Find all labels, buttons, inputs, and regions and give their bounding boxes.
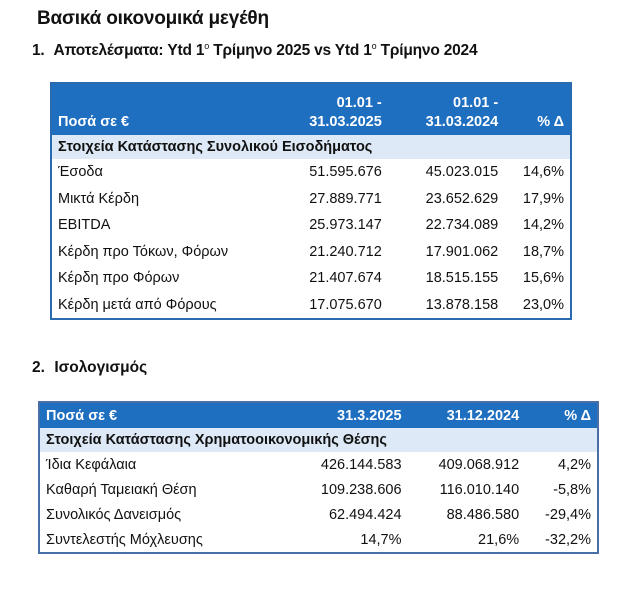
row-value-prior: 13.878.158 — [425, 296, 499, 313]
row-value-prior: 409.068.912 — [438, 456, 520, 473]
row-label: Κέρδη προ Φόρων — [58, 270, 180, 287]
page-title: Βασικά οικονομικά μεγέθη — [37, 8, 269, 29]
table-row — [51, 239, 571, 266]
ordinal-superscript: ο — [371, 41, 377, 51]
table-row — [51, 212, 571, 239]
row-value-current: 27.889.771 — [309, 190, 382, 207]
row-label: Συνολικός Δανεισμός — [46, 506, 182, 523]
heading-part: Αποτελέσματα: Ytd 1 — [53, 42, 205, 59]
row-label: Κέρδη προ Τόκων, Φόρων — [58, 243, 229, 260]
row-pct-change: 23,0% — [522, 296, 564, 313]
section-label: Στοιχεία Κατάστασης Συνολικού Εισοδήματος — [51, 135, 571, 159]
income-statement-table — [50, 82, 572, 320]
header-amounts-label: Ποσά σε € — [39, 402, 283, 428]
row-pct-change: -32,2% — [545, 531, 591, 548]
section-row — [51, 135, 571, 159]
row-value-current: 62.494.424 — [328, 506, 402, 523]
table-header-row — [51, 83, 571, 135]
table-row — [39, 527, 598, 553]
row-label: Έσοδα — [58, 164, 103, 181]
row-pct-change: -5,8% — [553, 481, 591, 498]
table-row — [51, 292, 571, 320]
row-value-current: 25.973.147 — [309, 217, 382, 234]
row-value-current: 21.407.674 — [309, 270, 382, 287]
section-row — [39, 428, 598, 452]
header-line: 31.03.2025 — [309, 114, 382, 130]
row-pct-change: 15,6% — [522, 270, 564, 287]
row-label: EBITDA — [58, 217, 111, 234]
row-label: Καθαρή Ταμειακή Θέση — [46, 481, 197, 498]
row-pct-change: 4,2% — [557, 456, 591, 473]
row-label: Συντελεστής Μόχλευσης — [46, 531, 203, 548]
row-value-current: 17.075.670 — [309, 296, 382, 313]
row-value-current: 14,7% — [360, 531, 402, 548]
table-row — [51, 186, 571, 213]
row-value-current: 426.144.583 — [320, 456, 402, 473]
row-value-prior: 23.652.629 — [425, 190, 499, 207]
header-pct-change: % Δ — [525, 402, 598, 428]
header-date-2024: 31.12.2024 — [408, 402, 526, 428]
header-period-2024 — [388, 83, 504, 135]
row-value-prior: 17.901.062 — [425, 243, 499, 260]
row-value-prior: 21,6% — [478, 531, 520, 548]
balance-sheet-table — [38, 401, 599, 554]
table-row — [39, 502, 598, 527]
table-row — [51, 159, 571, 186]
header-date-2025: 31.3.2025 — [283, 402, 408, 428]
header-amounts-label: Ποσά σε € — [51, 83, 275, 135]
section-label: Στοιχεία Κατάστασης Χρηματοοικονομικής Θέσης — [39, 428, 598, 452]
section-2-heading — [32, 359, 147, 377]
heading-part: Τρίμηνο 2024 — [376, 42, 478, 59]
row-pct-change: 18,7% — [522, 243, 564, 260]
ordinal-superscript: ο — [204, 41, 210, 51]
header-period-2025 — [275, 83, 388, 135]
header-line: 01.01 - — [336, 95, 382, 111]
row-label: Κέρδη μετά από Φόρους — [58, 296, 217, 313]
row-value-current: 51.595.676 — [309, 164, 382, 181]
table-header-row — [39, 402, 598, 428]
table-row — [39, 477, 598, 502]
section-2-number: 2. — [32, 359, 45, 376]
header-pct-change: % Δ — [504, 83, 571, 135]
row-label: Ίδια Κεφάλαια — [46, 456, 137, 473]
section-1-heading-text — [54, 42, 478, 59]
header-line: 31.03.2024 — [425, 114, 499, 130]
row-value-prior: 88.486.580 — [446, 506, 520, 523]
row-pct-change: 14,2% — [522, 217, 564, 234]
section-1-heading — [32, 41, 477, 60]
table-row — [39, 452, 598, 477]
row-pct-change: 17,9% — [522, 190, 564, 207]
header-line: 01.01 - — [453, 95, 499, 111]
row-pct-change: -29,4% — [545, 506, 591, 523]
table-row — [51, 265, 571, 292]
heading-part: Τρίμηνο 2025 vs Ytd 1 — [209, 42, 372, 59]
row-pct-change: 14,6% — [522, 164, 564, 181]
row-value-current: 21.240.712 — [309, 243, 382, 260]
section-2-heading-text: Ισολογισμός — [54, 359, 148, 376]
section-1-number: 1. — [32, 42, 45, 59]
row-value-prior: 18.515.155 — [425, 270, 499, 287]
row-value-current: 109.238.606 — [320, 481, 402, 498]
row-value-prior: 45.023.015 — [425, 164, 499, 181]
row-value-prior: 22.734.089 — [425, 217, 499, 234]
row-label: Μικτά Κέρδη — [58, 190, 140, 207]
row-value-prior: 116.010.140 — [439, 481, 520, 498]
